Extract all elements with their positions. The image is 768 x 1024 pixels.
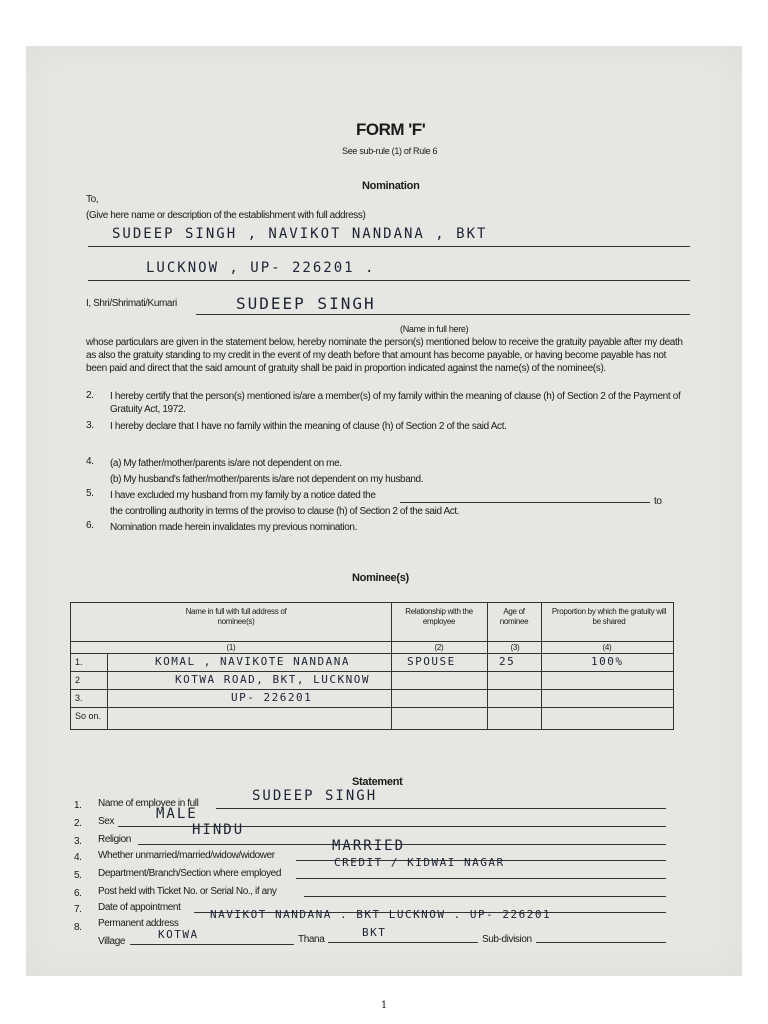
stmt-label-4: Whether unmarried/married/widow/widower [98, 850, 275, 861]
row-label-3: 3. [75, 693, 83, 703]
stmt-label-1: Name of employee in full [98, 798, 199, 809]
notice-date-rule [400, 502, 650, 503]
stmt-label-6: Post held with Ticket No. or Serial No., if any [98, 886, 277, 897]
item4b-text: (b) My husband's father/mother/parents is/are not dependent on my husband. [110, 474, 424, 485]
item3-number: 3. [86, 420, 94, 431]
page-number: 1 [380, 1000, 388, 1011]
form-page [26, 46, 742, 976]
stmt-value-marital-status: MARRIED [332, 838, 406, 854]
nominee-1-age: 25 [499, 655, 516, 668]
employee-name-handwritten: SUDEEP SINGH [236, 294, 376, 313]
stmt-value-permanent-address: NAVIKOT NANDANA . BKT LUCKNOW . UP- 226201 [210, 908, 552, 921]
thana-label: Thana [298, 934, 325, 945]
stmt-label-3: Religion [98, 834, 131, 845]
stmt-num-7: 7. [74, 904, 82, 915]
to-label: To, [86, 194, 99, 205]
establishment-line1-rule [88, 246, 690, 247]
stmt-num-8: 8. [74, 922, 82, 933]
row-label-4: So on. [75, 711, 102, 721]
item6-number: 6. [86, 520, 94, 531]
establishment-instruction: (Give here name or description of the establishment with full address) [86, 210, 366, 221]
statement-heading: Statement [352, 776, 403, 788]
stmt-value-employee-name: SUDEEP SINGH [252, 788, 378, 804]
item5a-text: I have excluded my husband from my family by a notice dated the [110, 490, 376, 501]
form-title: FORM 'F' [356, 120, 426, 139]
stmt-num-5: 5. [74, 870, 82, 881]
item2-text: I hereby certify that the person(s) mentioned is/are a member(s) of my family within the meaning of clause (h) of Section 2 of the Payment of Gratuity Act, 1972. [110, 391, 681, 415]
stmt-label-5: Department/Branch/Section where employed [98, 868, 281, 879]
establishment-line2-rule [88, 280, 690, 281]
stmt-num-1: 1. [74, 800, 82, 811]
nominee-2-name: KOTWA ROAD, BKT, LUCKNOW [175, 673, 370, 686]
form-subtitle: See sub-rule (1) of Rule 6 [342, 146, 438, 156]
row-label-2: 2 [75, 675, 81, 685]
stmt-rule-6 [304, 896, 666, 897]
subdivision-rule [536, 942, 666, 943]
col-header-age: Age of nominee [499, 607, 529, 626]
nominee-1-relationship: SPOUSE [407, 655, 456, 668]
stmt-rule-5 [296, 878, 666, 879]
nominee-3-name: UP- 226201 [231, 691, 313, 704]
item3-text: I hereby declare that I have no family within the meaning of clause (h) of Section 2 of the said Act. [110, 421, 507, 432]
col-header-proportion: Proportion by which the gratuity will be shared [551, 607, 667, 626]
stmt-num-3: 3. [74, 836, 82, 847]
nominee-1-name: KOMAL , NAVIKOTE NANDANA [155, 655, 350, 668]
subdivision-label: Sub-division [482, 934, 532, 945]
item5b-text: the controlling authority in terms of the proviso to clause (h) of Section 2 of the said Act. [110, 506, 460, 517]
item6-text: Nomination made herein invalidates my previous nomination. [110, 522, 357, 533]
village-label: Village [98, 936, 126, 947]
item5-number: 5. [86, 488, 94, 499]
section-nomination: Nomination [362, 180, 420, 192]
col-num-3: (3) [510, 643, 520, 652]
nominees-heading: Nominee(s) [352, 572, 409, 584]
stmt-num-6: 6. [74, 888, 82, 899]
thana-value: BKT [362, 926, 387, 939]
col-num-2: (2) [434, 643, 444, 652]
stmt-value-sex: MALE [156, 806, 198, 822]
col-num-4: (4) [602, 643, 612, 652]
i-shri-label: I, Shri/Shrimati/Kumari [86, 298, 177, 309]
stmt-label-2: Sex [98, 816, 115, 827]
village-value: KOTWA [158, 928, 199, 941]
establishment-address-line2: LUCKNOW , UP- 226201 . [146, 260, 376, 276]
item2-number: 2. [86, 390, 94, 401]
stmt-value-religion: HINDU [192, 822, 245, 838]
item5-to: to [654, 496, 662, 507]
employee-name-rule [196, 314, 690, 315]
nominee-1-proportion: 100% [591, 655, 624, 668]
item4a-text: (a) My father/mother/parents is/are not dependent on me. [110, 458, 342, 469]
col-num-1: (1) [226, 643, 236, 652]
stmt-label-7: Date of appointment [98, 902, 181, 913]
stmt-rule-1 [216, 808, 666, 809]
row-label-1: 1. [75, 657, 83, 667]
col-header-relationship: Relationship with the employee [405, 607, 473, 626]
col-header-name: Name in full with full address of nominee(s) [185, 607, 287, 626]
establishment-address-line1: SUDEEP SINGH , NAVIKOT NANDANA , BKT [112, 226, 488, 242]
thana-rule [328, 942, 478, 943]
stmt-label-8: Permanent address [98, 918, 179, 929]
nominees-table [70, 602, 674, 730]
stmt-num-4: 4. [74, 852, 82, 863]
village-rule [130, 944, 294, 945]
item4-number: 4. [86, 456, 94, 467]
nomination-paragraph: whose particulars are given in the statement below, hereby nominate the person(s) mentioned below to receive the gratuity payable after my death as also the gratuity standing to my credit in the event of my death before that amount has become payable, or having become payable has not been paid and direct that the said amount of gratuity shall be paid in proportion indicated against the name(s) of the nominee(s). [86, 337, 683, 374]
stmt-value-department: CREDIT / KIDWAI NAGAR [334, 856, 505, 869]
stmt-num-2: 2. [74, 818, 82, 829]
name-in-full-hint: (Name in full here) [400, 324, 469, 334]
